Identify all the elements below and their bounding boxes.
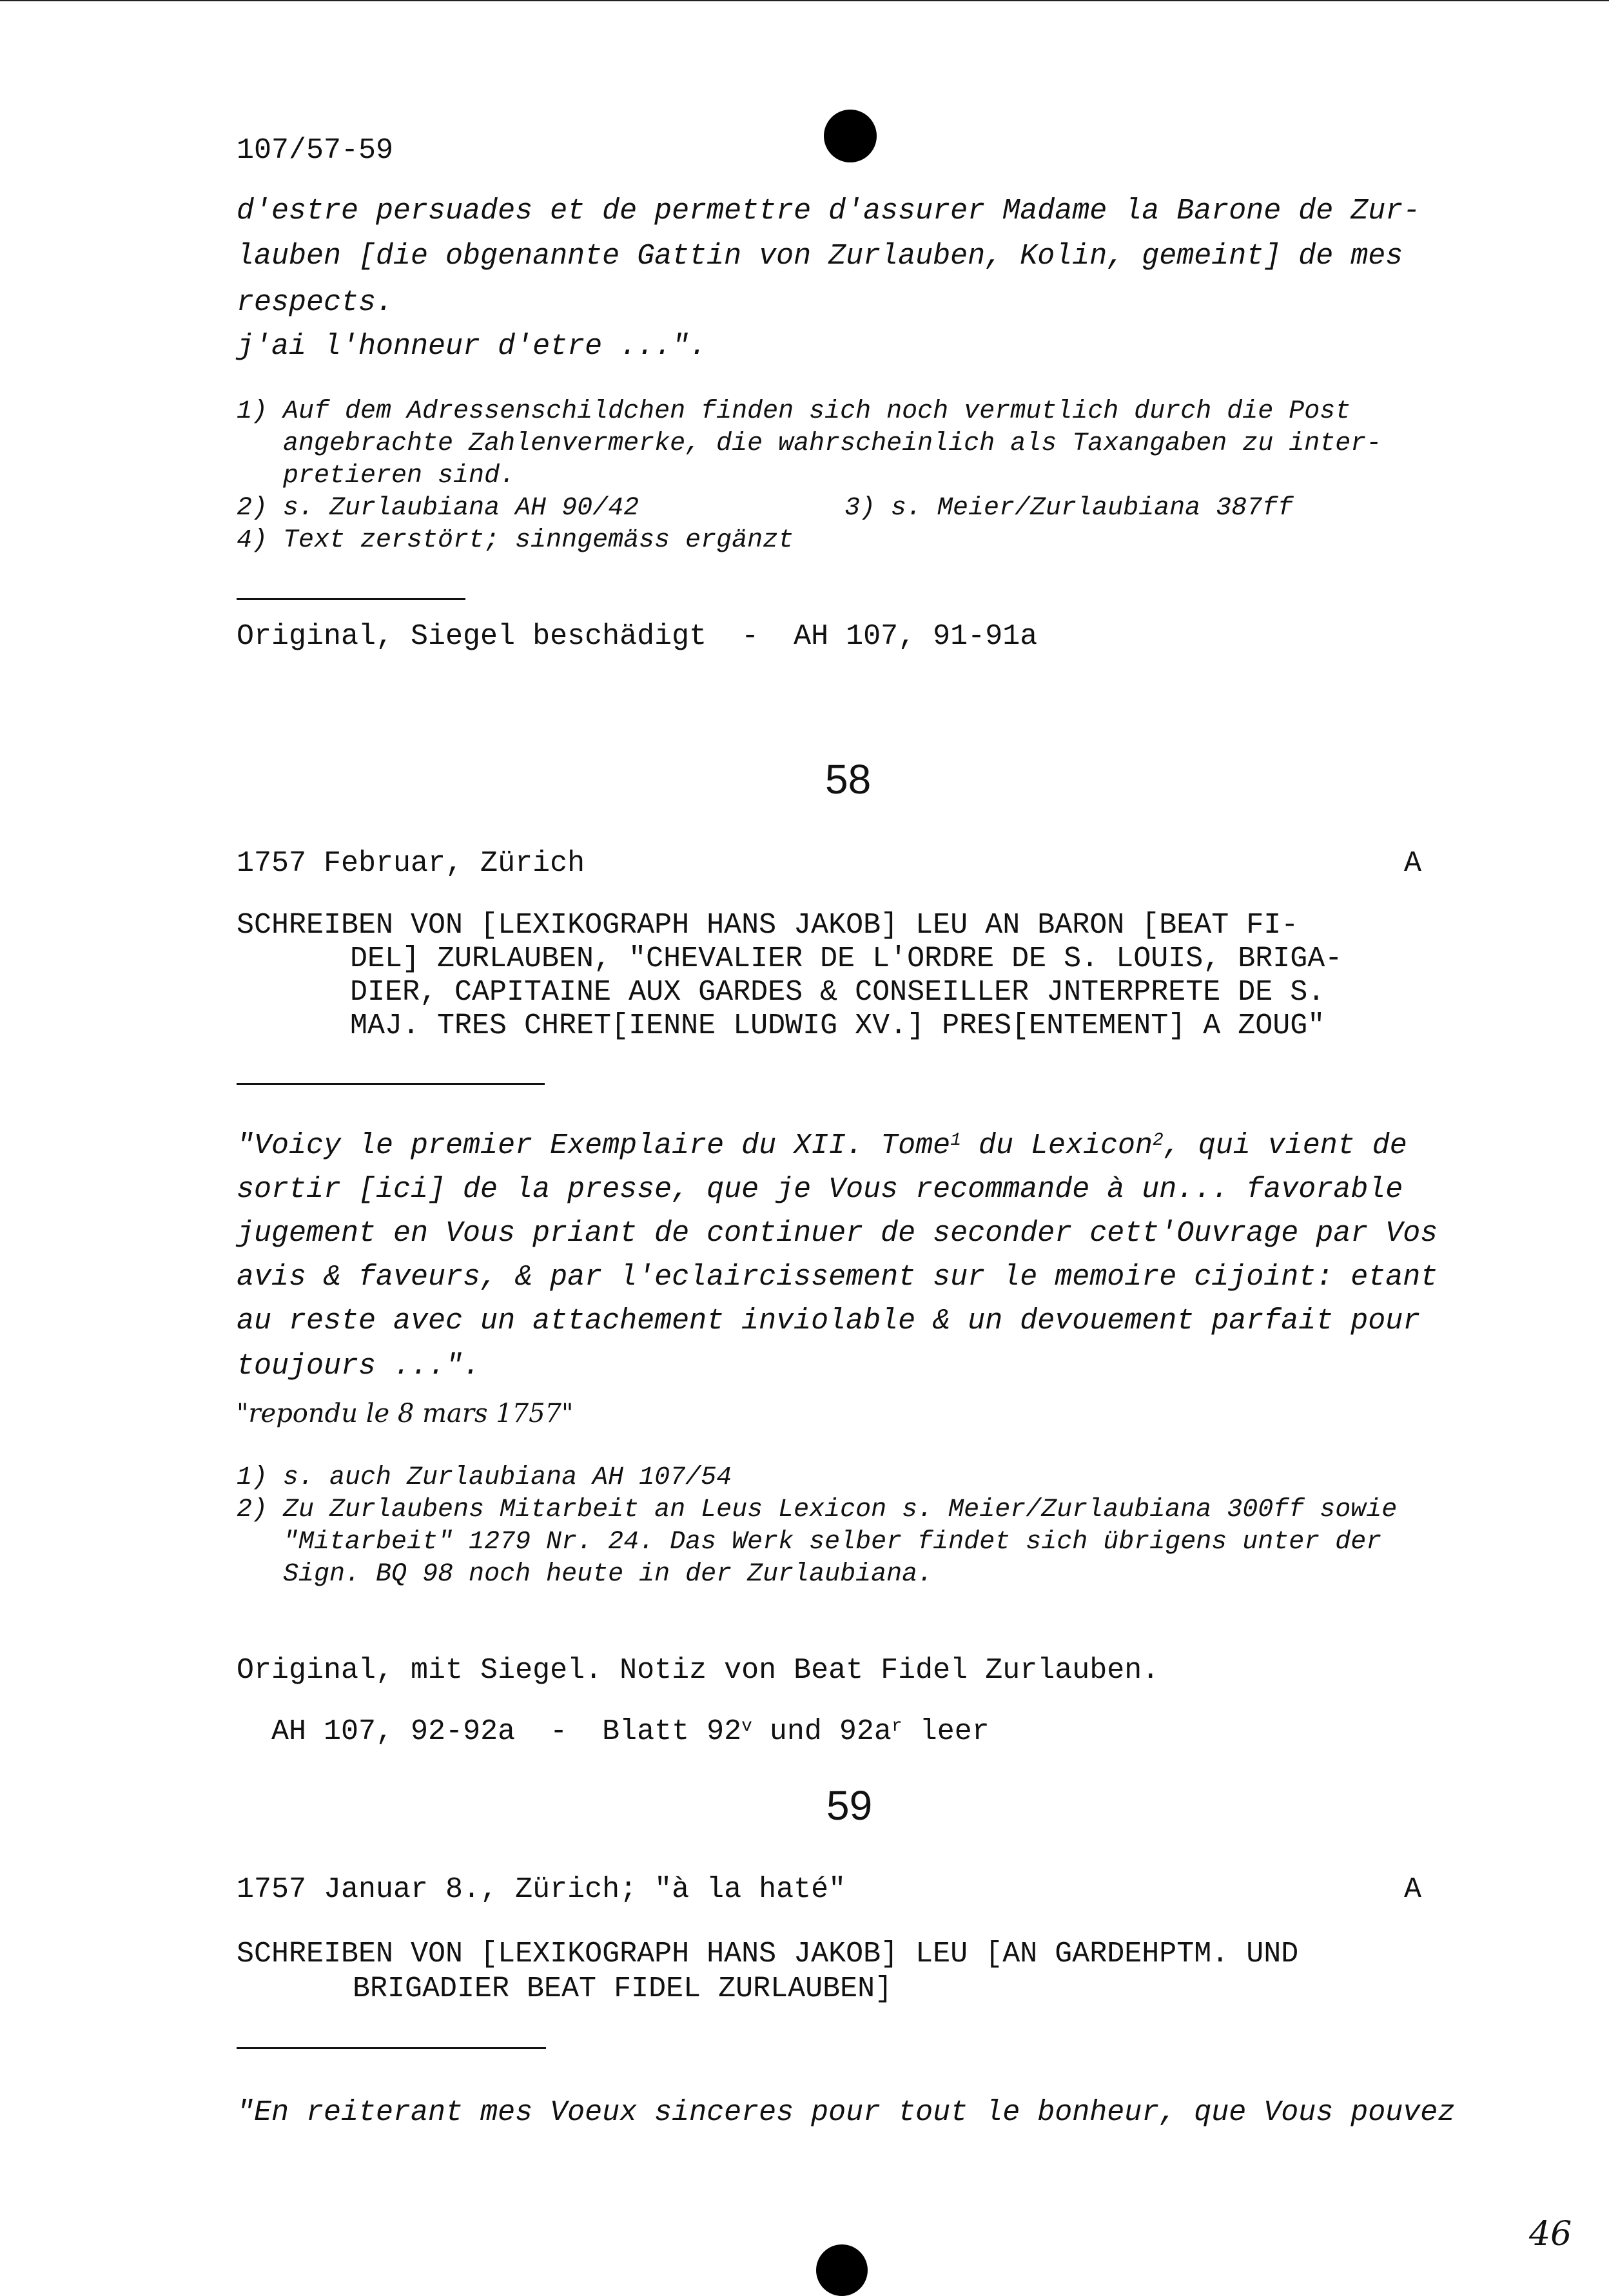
footnote-marker-2: 2 bbox=[1153, 1131, 1164, 1151]
footnote-57-1c: pretieren sind. bbox=[237, 462, 516, 491]
document-58-heading-3: DIER, CAPITAINE AUX GARDES & CONSEILLER JNTERPRETE DE S. bbox=[350, 976, 1325, 1009]
document-number-58: 58 bbox=[825, 756, 872, 803]
document-59-type: A bbox=[1404, 1873, 1422, 1906]
footnote-57-4: 4) Text zerstört; sinngemäss ergänzt bbox=[237, 526, 794, 555]
document-58-heading-2: DEL] ZURLAUBEN, "CHEVALIER DE L'ORDRE DE S. LOUIS, BRIGA- bbox=[350, 942, 1343, 975]
continuation-line-2: lauben [die obgenannte Gattin von Zurlauben, Kolin, gemeint] de mes bbox=[237, 240, 1403, 273]
source-note-58-line-1: Original, mit Siegel. Notiz von Beat Fidel Zurlauben. bbox=[237, 1654, 1160, 1687]
footnote-58-2c: Sign. BQ 98 noch heute in der Zurlaubiana. bbox=[237, 1560, 933, 1589]
continuation-line-3: respects. bbox=[237, 286, 394, 319]
document-58-body-line-2: sortir [ici] de la presse, que je Vous recommande à un... favorable bbox=[237, 1173, 1403, 1206]
separator-rule bbox=[237, 1083, 545, 1085]
continuation-line-1: d'estre persuades et de permettre d'assurer Madame la Barone de Zur- bbox=[237, 195, 1421, 228]
top-border-line bbox=[0, 0, 1609, 1]
document-58-heading-4: MAJ. TRES CHRET[IENNE LUDWIG XV.] PRES[ENTEMENT] A ZOUG" bbox=[350, 1009, 1325, 1042]
document-59-date: 1757 Januar 8., Zürich; "à la haté" bbox=[237, 1873, 846, 1906]
footnote-marker-1: 1 bbox=[950, 1131, 961, 1151]
archive-reference: 107/57-59 bbox=[237, 134, 394, 167]
footnote-57-1b: angebrachte Zahlenvermerke, die wahrscheinlich als Taxangaben zu inter- bbox=[237, 429, 1382, 458]
document-58-body-line-1 bbox=[237, 1129, 1407, 1162]
body-text: "Voicy le premier Exemplaire du XII. Tome bbox=[237, 1129, 951, 1162]
document-58-body-line-4: avis & faveurs, & par l'eclaircissement sur le memoire cijoint: etant bbox=[237, 1261, 1438, 1294]
body-text: du Lexicon bbox=[961, 1129, 1153, 1162]
document-58-type: A bbox=[1404, 847, 1422, 880]
continuation-line-4: j'ai l'honneur d'etre ...". bbox=[237, 330, 707, 363]
document-58-date: 1757 Februar, Zürich bbox=[237, 847, 585, 880]
source-text: und 92a bbox=[752, 1715, 892, 1748]
source-note-57: Original, Siegel beschädigt - AH 107, 91-91a bbox=[237, 620, 1038, 653]
body-text: , qui vient de bbox=[1163, 1129, 1407, 1162]
handwritten-page-number: 46 bbox=[1529, 2215, 1572, 2253]
document-59-body-line-1: "En reiterant mes Voeux sinceres pour tout le bonheur, que Vous pouvez bbox=[237, 2096, 1456, 2129]
source-text: leer bbox=[902, 1715, 990, 1748]
separator-rule bbox=[237, 598, 465, 600]
footnote-57-2: 2) s. Zurlaubiana AH 90/42 bbox=[237, 494, 639, 523]
handwritten-reply-note: "repondu le 8 mars 1757" bbox=[237, 1399, 574, 1428]
punch-hole-top bbox=[824, 110, 877, 162]
source-note-58-line-2 bbox=[237, 1682, 990, 1748]
verso-marker: v bbox=[741, 1717, 752, 1737]
footnote-57-1a: 1) Auf dem Adressenschildchen finden sich noch vermutlich durch die Post bbox=[237, 397, 1351, 426]
footnote-58-1: 1) s. auch Zurlaubiana AH 107/54 bbox=[237, 1463, 732, 1492]
footnote-57-3: 3) s. Meier/Zurlaubiana 387ff bbox=[844, 494, 1294, 523]
separator-rule bbox=[237, 2047, 546, 2049]
document-59-heading-2: BRIGADIER BEAT FIDEL ZURLAUBEN] bbox=[353, 1972, 893, 2005]
source-text: AH 107, 92-92a - Blatt 92 bbox=[271, 1715, 742, 1748]
recto-marker: r bbox=[891, 1717, 902, 1737]
document-58-body-line-6: toujours ...". bbox=[237, 1350, 481, 1383]
punch-hole-bottom bbox=[816, 2244, 868, 2296]
footnote-58-2a: 2) Zu Zurlaubens Mitarbeit an Leus Lexicon s. Meier/Zurlaubiana 300ff sowie bbox=[237, 1495, 1398, 1524]
document-58-body-line-5: au reste avec un attachement inviolable & un devouement parfait pour bbox=[237, 1305, 1421, 1338]
document-58-heading-1: SCHREIBEN VON [LEXIKOGRAPH HANS JAKOB] LEU AN BARON [BEAT FI- bbox=[237, 909, 1299, 942]
footnote-58-2b: "Mitarbeit" 1279 Nr. 24. Das Werk selber findet sich übrigens unter der bbox=[237, 1528, 1382, 1557]
document-58-body-line-3: jugement en Vous priant de continuer de seconder cett'Ouvrage par Vos bbox=[237, 1217, 1438, 1250]
document-59-heading-1: SCHREIBEN VON [LEXIKOGRAPH HANS JAKOB] LEU [AN GARDEHPTM. UND bbox=[237, 1938, 1299, 1970]
document-number-59: 59 bbox=[826, 1782, 873, 1829]
